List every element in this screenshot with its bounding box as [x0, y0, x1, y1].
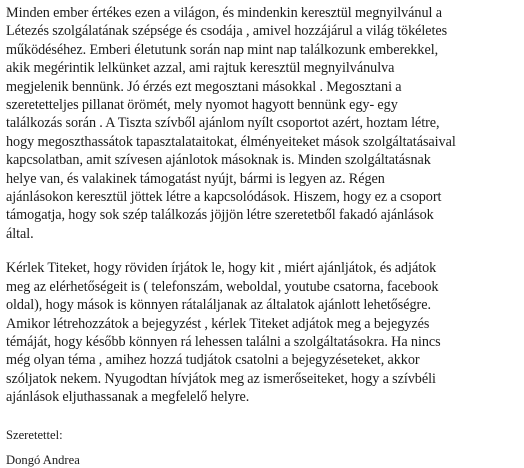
intro-paragraph: Minden ember értékes ezen a világon, és mindenkin keresztül megnyilvánul a Létezés szolgálatának szépsége és csodája , amivel hozzájárul a világ tökéletes működéséhez. Emberi életutunk során nap mint nap találkozunk emberekkel, akik megérintik lelkünket azzal, ami rajtuk keresztül megnyilvánulva megjelenik bennünk. Jó érzés ezt megosztani másokkal . Megosztani a szeretetteljes pillanat örömét, mely nyomot hagyott bennünk egy- egy találkozás során . A Tiszta szívből ajánlom nyílt csoportot azért, hoztam létre, hogy megoszthassátok tapasztalataitokat, élményeiteket mások szolgáltatásaival kapcsolatban, amit szívesen ajánlotok másoknak is. Minden szolgáltatásnak helye van, és valakinek támogatást nyújt, bármi is legyen az. Régen ajánlásokon keresztül jöttek létre a kapcsolódások. Hiszem, hogy ez a csoport támogatja, hogy sok szép találkozás jöjjön létre szeretetből fakadó ajánlások által.	[6, 5, 456, 242]
signature-name: Dongó Andrea	[6, 452, 80, 467]
signature-label: Szeretettel:	[6, 427, 63, 442]
post-body	[6, 0, 521, 468]
instructions-paragraph: Kérlek Titeket, hogy röviden írjátok le, hogy kit , miért ajánljátok, és adjátok meg az elérhetőségeit is ( telefonszám, weboldal, youtube csatorna, facebook oldal), hogy mások is könnyen rátaláljanak az általatok ajánlott lehetőségre. Amikor létrehozzátok a bejegyzést , kérlek Titeket adjátok meg a bejegyzés témáját, hogy később könnyen rá lehessen találni a szolgáltatásokra. Ha nincs még olyan téma , amihez hozzá tudjátok csatolni a bejegyzéseteket, akkor szóljatok nekem. Nyugodtan hívjátok meg az ismerőseiteket, hogy a szívbéli ajánlások eljuthassanak a megfelelő helyre.	[6, 260, 441, 406]
